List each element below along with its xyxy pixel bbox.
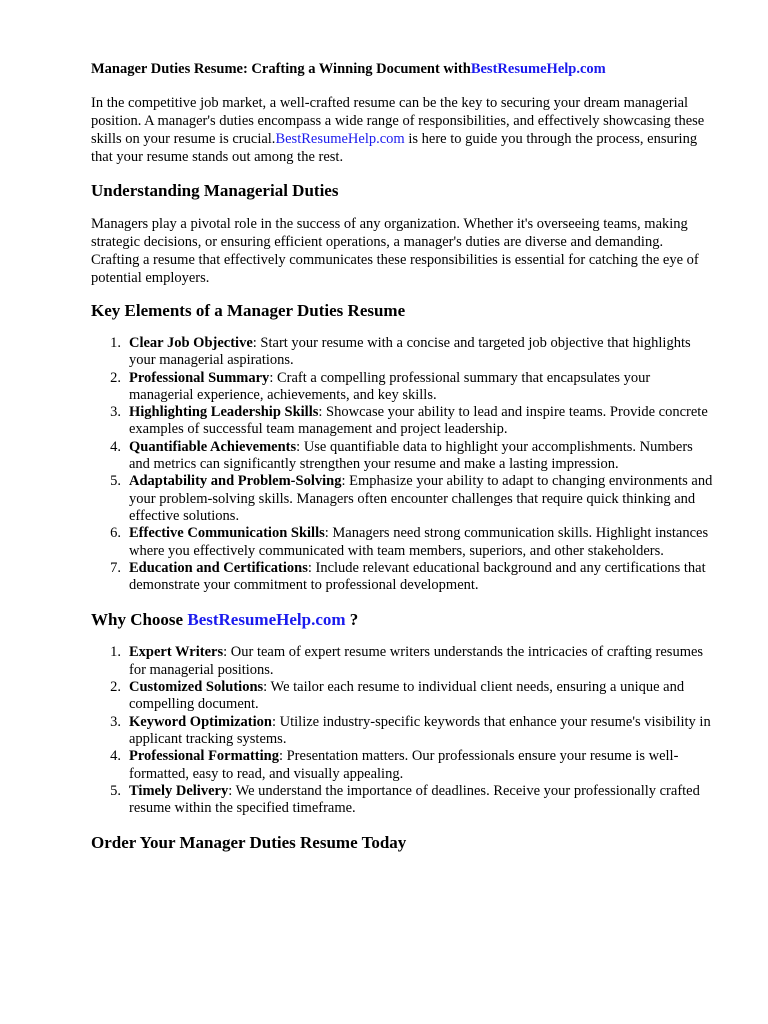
- list-item-term: Keyword Optimization: [129, 713, 272, 730]
- list-item-term: Quantifiable Achievements: [129, 438, 297, 455]
- list-item-term: Effective Communication Skills: [129, 525, 325, 542]
- list-item-text: Include relevant educational background and any certifications that demonstrate your commitment to professional development.: [129, 559, 706, 594]
- list-item: [91, 560, 713, 595]
- list-item-sep: :: [307, 559, 312, 576]
- list-item: [91, 335, 713, 370]
- list-item-term: Adaptability and Problem-Solving: [129, 473, 342, 490]
- why-choose-list: [91, 644, 713, 817]
- list-item-sep: :: [263, 679, 268, 696]
- list-item-text: Presentation matters. Our professionals ensure your resume is well-formatted, easy to read, and visually appealing.: [129, 748, 679, 782]
- list-item: [91, 370, 713, 405]
- list-number: 5.: [110, 782, 121, 799]
- document-title-text: Manager Duties Resume: Crafting a Winning Document with: [91, 61, 471, 77]
- why-choose-heading: [91, 609, 713, 631]
- list-item-term: Highlighting Leadership Skills: [129, 404, 319, 421]
- list-number: 3.: [110, 404, 121, 421]
- intro-paragraph: [91, 94, 713, 166]
- title-link[interactable]: BestResumeHelp.com: [470, 61, 606, 77]
- list-number: 7.: [110, 559, 121, 576]
- why-heading-suffix: ?: [345, 610, 359, 630]
- list-number: 4.: [110, 748, 121, 765]
- list-item-term: Education and Certifications: [129, 559, 308, 576]
- understanding-heading: Understanding Managerial Duties: [91, 181, 339, 200]
- key-elements-list: [91, 335, 713, 594]
- list-item-text: We tailor each resume to individual client needs, ensuring a unique and compelling document.: [129, 679, 685, 713]
- list-item-term: Expert Writers: [129, 644, 224, 661]
- list-item-sep: :: [296, 438, 301, 455]
- list-item-term: Professional Formatting: [129, 748, 279, 765]
- list-item-sep: :: [278, 748, 283, 765]
- list-item-text: Craft a compelling professional summary that encapsulates your managerial experience, achievements, and key skills.: [129, 369, 651, 403]
- list-item: [91, 783, 713, 818]
- list-item-sep: :: [341, 473, 346, 490]
- document-page: [91, 58, 713, 854]
- list-item-text: Use quantifiable data to highlight your accomplishments. Numbers and metrics can significantly strengthen your resume and make a lasting impression.: [129, 438, 693, 473]
- list-item: [91, 404, 713, 439]
- list-item: [91, 748, 713, 783]
- list-item-sep: :: [269, 369, 274, 386]
- list-item: [91, 714, 713, 749]
- list-number: 4.: [110, 438, 121, 455]
- list-number: 2.: [110, 369, 121, 386]
- order-heading: Order Your Manager Duties Resume Today: [91, 833, 407, 853]
- list-item-term: Customized Solutions: [129, 679, 264, 696]
- list-item-term: Timely Delivery: [129, 782, 229, 799]
- list-number: 5.: [110, 473, 121, 490]
- list-item-term: Professional Summary: [129, 369, 270, 386]
- list-item-term: Clear Job Objective: [129, 335, 253, 351]
- list-item-text: Utilize industry-specific keywords that enhance your resume's visibility in applicant tracking systems.: [129, 713, 711, 747]
- understanding-paragraph: Managers play a pivotal role in the success of any organization. Whether it's overseeing teams, making strategic decisions, or ensuring efficient operations, a manager's duties are diverse and demanding. Crafting a resume that effectively communicates these responsibilities is essential for catching the eye of potential employers.: [91, 216, 699, 286]
- list-item-sep: :: [271, 713, 277, 730]
- list-number: 1.: [110, 644, 121, 661]
- list-item: [91, 644, 713, 679]
- list-number: 6.: [110, 525, 121, 542]
- list-item-text: Start your resume with a concise and targeted job objective that highlights your managerial aspirations.: [129, 335, 691, 369]
- list-item-sep: :: [324, 525, 329, 542]
- list-item-text: Managers need strong communication skills. Highlight instances where you effectively communicated with team members, superiors, and other stakeholders.: [129, 525, 709, 559]
- key-elements-heading: Key Elements of a Manager Duties Resume: [91, 301, 406, 320]
- list-item-sep: :: [223, 644, 228, 661]
- list-item: [91, 473, 713, 525]
- list-number: 2.: [110, 679, 121, 696]
- document-title: [91, 58, 713, 80]
- list-item-text: Emphasize your ability to adapt to changing environments and your problem-solving skills. Managers often encounter challenges that require quick thinking and effective solutions.: [129, 473, 713, 524]
- list-item-text: Our team of expert resume writers understands the intricacies of crafting resumes for managerial positions.: [129, 644, 704, 678]
- list-item-text: We understand the importance of deadlines. Receive your professionally crafted resume within the specified timeframe.: [129, 782, 700, 817]
- list-item: [91, 679, 713, 714]
- list-item-text: Showcase your ability to lead and inspire teams. Provide concrete examples of successful team management and project leadership.: [129, 404, 708, 438]
- why-heading-link[interactable]: BestResumeHelp.com: [187, 610, 346, 630]
- intro-link[interactable]: BestResumeHelp.com: [275, 131, 405, 147]
- list-item-sep: :: [318, 404, 323, 421]
- list-item: [91, 439, 713, 474]
- list-item-sep: :: [252, 335, 257, 351]
- list-item-sep: :: [228, 782, 233, 799]
- why-heading-prefix: Why Choose: [91, 610, 188, 630]
- list-item: [91, 525, 713, 560]
- intro-text-before: In the competitive job market, a well-crafted resume can be the key to securing your dream managerial position. A manager's duties encompass a wide range of responsibilities, and effectively showcasing these skills on your resume is crucial.: [91, 95, 705, 147]
- list-number: 1.: [110, 335, 121, 351]
- list-number: 3.: [110, 713, 121, 730]
- intro-text-after: is here to guide you through the process, ensuring that your resume stands out among the rest.: [91, 131, 698, 165]
